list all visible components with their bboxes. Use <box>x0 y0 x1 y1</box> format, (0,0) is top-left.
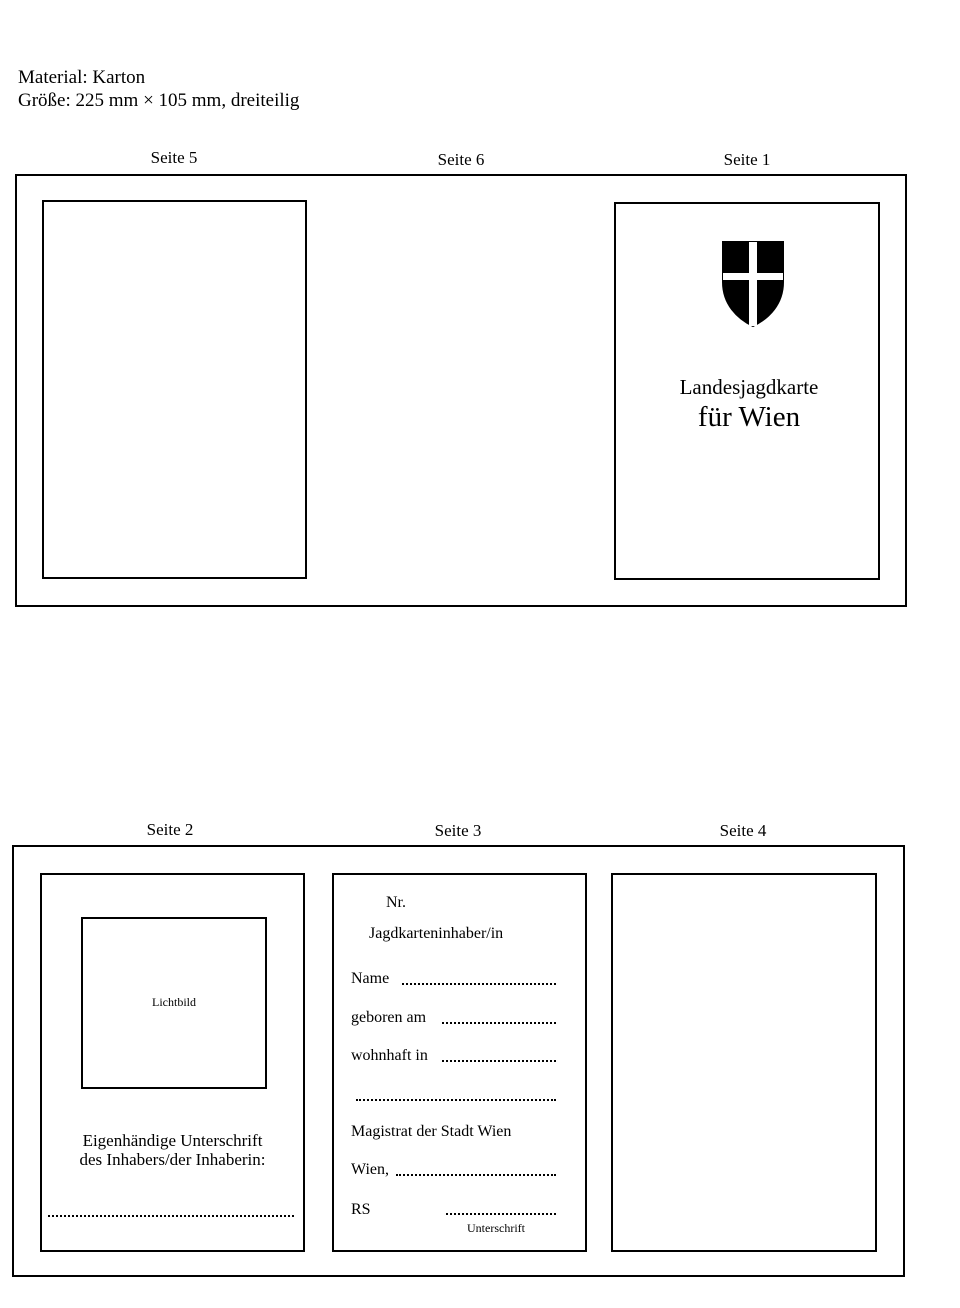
material-text: Material: Karton <box>18 67 146 88</box>
page-4-label: Seite 4 <box>719 821 767 840</box>
page-5-panel <box>42 200 307 579</box>
authority-label: Magistrat der Stadt Wien <box>351 1123 512 1140</box>
signature-caption: Unterschrift <box>467 1221 525 1235</box>
vienna-coat-of-arms-icon <box>721 240 785 328</box>
page-1-label: Seite 1 <box>723 150 771 169</box>
signature-caption-line2: des Inhabers/der Inhaberin: <box>79 1150 266 1169</box>
page-2-label: Seite 2 <box>146 820 194 839</box>
photo-label: Lichtbild <box>152 995 196 1009</box>
date-field-line <box>396 1174 556 1176</box>
page-3-label: Seite 3 <box>434 821 482 840</box>
rs-label: RS <box>351 1201 371 1218</box>
residence-field-line-2 <box>356 1099 556 1101</box>
name-field-label: Name <box>351 970 390 987</box>
page-1-panel <box>614 202 880 580</box>
residence-field-line <box>442 1060 556 1062</box>
official-signature-line <box>446 1213 556 1215</box>
page-5-label: Seite 5 <box>150 148 198 167</box>
page-2-panel <box>40 873 305 1252</box>
number-label: Nr. <box>386 894 406 911</box>
name-field-line <box>402 983 556 985</box>
size-text: Größe: 225 mm × 105 mm, dreiteilig <box>18 90 300 111</box>
birth-field-label: geboren am <box>351 1009 427 1026</box>
page-6-label: Seite 6 <box>437 150 485 169</box>
card-title-line2: für Wien <box>697 401 801 433</box>
residence-field-label: wohnhaft in <box>351 1047 428 1064</box>
birth-field-line <box>442 1022 556 1024</box>
inner-sheet <box>12 845 905 1277</box>
signature-line <box>48 1215 294 1217</box>
signature-caption-line1: Eigenhändige Unterschrift <box>82 1131 263 1150</box>
place-field-label: Wien, <box>351 1161 390 1178</box>
card-title-line1: Landesjagdkarte <box>679 375 819 399</box>
page-3-panel <box>332 873 587 1252</box>
holder-label: Jagdkarteninhaber/in <box>369 925 504 942</box>
page-4-panel <box>611 873 877 1252</box>
photo-box <box>81 917 267 1089</box>
outer-sheet <box>15 174 907 607</box>
